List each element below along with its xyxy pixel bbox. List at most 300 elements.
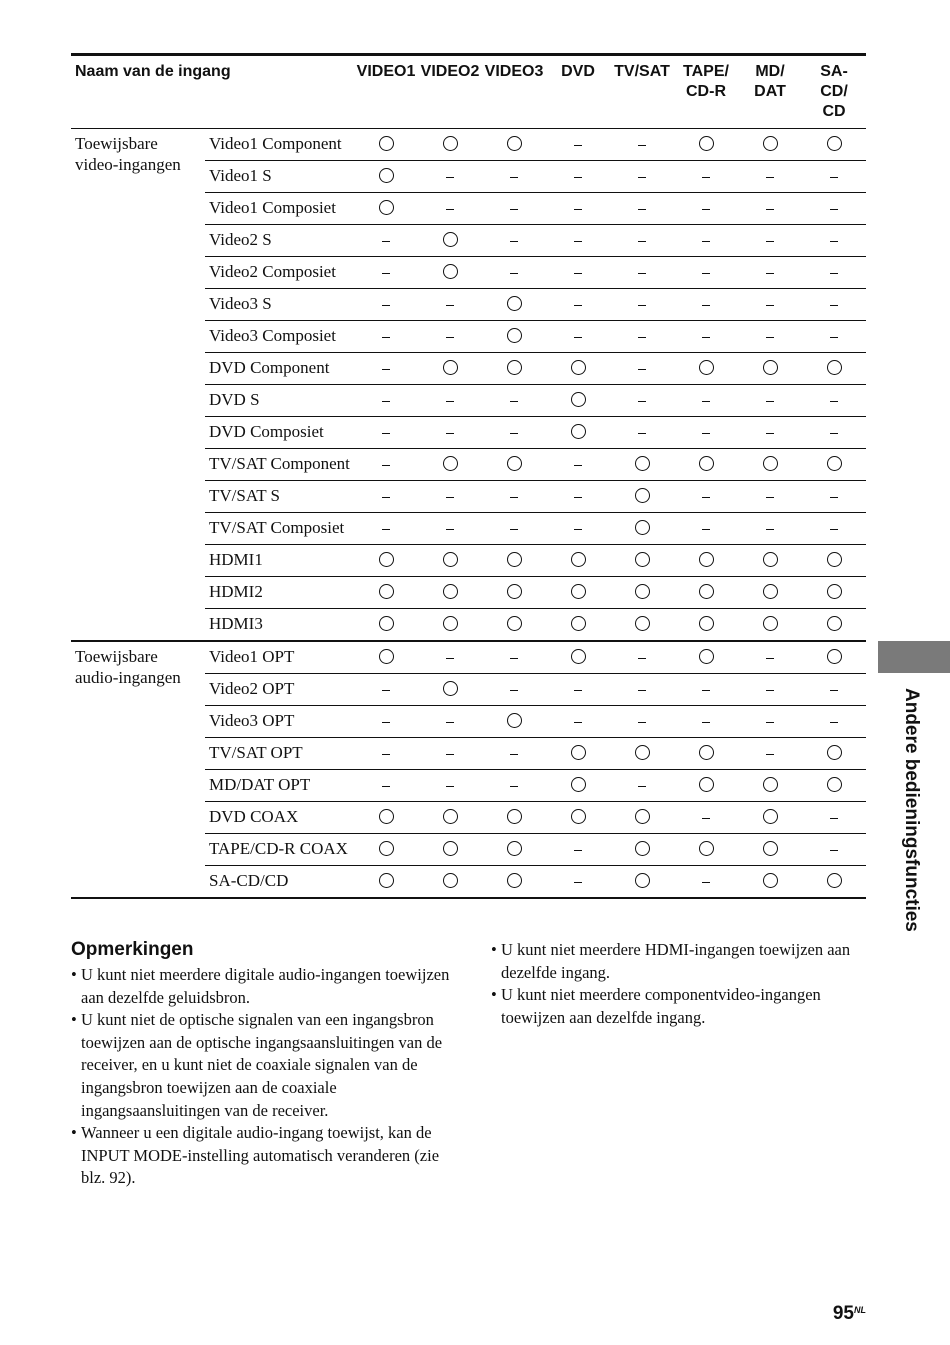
dash-mark-icon <box>830 177 838 178</box>
not-assignable-cell <box>354 289 418 321</box>
dash-mark-icon <box>382 529 390 530</box>
circle-mark-icon <box>827 616 842 631</box>
not-assignable-cell <box>610 417 674 449</box>
assignable-cell <box>802 770 866 802</box>
input-name-cell: DVD COAX <box>205 802 354 834</box>
dash-mark-icon <box>702 401 710 402</box>
notes-column-right <box>491 939 866 1029</box>
circle-mark-icon <box>443 616 458 631</box>
not-assignable-cell <box>802 834 866 866</box>
assignable-cell <box>674 641 738 674</box>
note-item: • Wanneer u een digitale audio-ingang toewijst, kan de INPUT MODE-instelling automatisch veranderen (zie blz. 92). <box>71 1122 451 1190</box>
assignable-cell <box>354 577 418 609</box>
dash-mark-icon <box>382 369 390 370</box>
not-assignable-cell <box>482 641 546 674</box>
assignable-cell <box>610 481 674 513</box>
assignable-cell <box>738 866 802 899</box>
circle-mark-icon <box>635 456 650 471</box>
not-assignable-cell <box>738 257 802 289</box>
not-assignable-cell <box>610 353 674 385</box>
dash-mark-icon <box>830 818 838 819</box>
circle-mark-icon <box>507 873 522 888</box>
circle-mark-icon <box>507 809 522 824</box>
not-assignable-cell <box>418 417 482 449</box>
assignable-cell <box>354 866 418 899</box>
not-assignable-cell <box>354 738 418 770</box>
assignable-cell <box>802 449 866 481</box>
input-name-cell: Video3 OPT <box>205 706 354 738</box>
input-name-cell: SA-CD/CD <box>205 866 354 899</box>
assignable-cell <box>802 641 866 674</box>
dash-mark-icon <box>766 273 774 274</box>
dash-mark-icon <box>766 241 774 242</box>
circle-mark-icon <box>635 488 650 503</box>
assignable-cell <box>354 802 418 834</box>
dash-mark-icon <box>702 177 710 178</box>
input-name-cell: Video3 S <box>205 289 354 321</box>
circle-mark-icon <box>571 809 586 824</box>
assignable-cell <box>738 770 802 802</box>
input-name-cell: Video2 S <box>205 225 354 257</box>
circle-mark-icon <box>571 584 586 599</box>
dash-mark-icon <box>766 177 774 178</box>
dash-mark-icon <box>382 337 390 338</box>
not-assignable-cell <box>546 289 610 321</box>
assignable-cell <box>418 577 482 609</box>
dash-mark-icon <box>702 337 710 338</box>
assignable-cell <box>418 449 482 481</box>
not-assignable-cell <box>738 706 802 738</box>
dash-mark-icon <box>638 786 646 787</box>
circle-mark-icon <box>763 136 778 151</box>
page-number-suffix: NL <box>854 1305 866 1315</box>
circle-mark-icon <box>699 745 714 760</box>
input-name-cell: TV/SAT OPT <box>205 738 354 770</box>
not-assignable-cell <box>610 385 674 417</box>
assignable-cell <box>546 802 610 834</box>
not-assignable-cell <box>354 353 418 385</box>
assignable-cell <box>610 738 674 770</box>
assignable-cell <box>802 609 866 642</box>
not-assignable-cell <box>546 225 610 257</box>
dash-mark-icon <box>574 209 582 210</box>
assignable-cell <box>482 321 546 353</box>
table-header-row <box>71 58 866 129</box>
dash-mark-icon <box>382 401 390 402</box>
input-name-cell: DVD Composiet <box>205 417 354 449</box>
dash-mark-icon <box>638 209 646 210</box>
dash-mark-icon <box>830 209 838 210</box>
not-assignable-cell <box>738 193 802 225</box>
circle-mark-icon <box>443 456 458 471</box>
dash-mark-icon <box>638 177 646 178</box>
assignable-cell <box>738 449 802 481</box>
assignable-cell <box>546 545 610 577</box>
circle-mark-icon <box>507 360 522 375</box>
not-assignable-cell <box>674 417 738 449</box>
not-assignable-cell <box>546 129 610 161</box>
dash-mark-icon <box>574 690 582 691</box>
circle-mark-icon <box>507 552 522 567</box>
assignable-cell <box>418 609 482 642</box>
not-assignable-cell <box>610 770 674 802</box>
assignable-cell <box>802 738 866 770</box>
not-assignable-cell <box>738 385 802 417</box>
not-assignable-cell <box>482 481 546 513</box>
circle-mark-icon <box>827 873 842 888</box>
not-assignable-cell <box>482 770 546 802</box>
dash-mark-icon <box>382 241 390 242</box>
input-name-cell: TV/SAT Composiet <box>205 513 354 545</box>
circle-mark-icon <box>443 360 458 375</box>
assignable-cell <box>610 545 674 577</box>
not-assignable-cell <box>738 417 802 449</box>
not-assignable-cell <box>482 738 546 770</box>
assignable-cell <box>354 545 418 577</box>
not-assignable-cell <box>802 674 866 706</box>
not-assignable-cell <box>482 385 546 417</box>
dash-mark-icon <box>638 722 646 723</box>
dash-mark-icon <box>766 658 774 659</box>
not-assignable-cell <box>610 321 674 353</box>
dash-mark-icon <box>446 401 454 402</box>
assignable-cell <box>482 706 546 738</box>
dash-mark-icon <box>830 401 838 402</box>
dash-mark-icon <box>382 305 390 306</box>
not-assignable-cell <box>546 674 610 706</box>
dash-mark-icon <box>510 690 518 691</box>
dash-mark-icon <box>702 690 710 691</box>
dash-mark-icon <box>382 690 390 691</box>
circle-mark-icon <box>827 649 842 664</box>
not-assignable-cell <box>482 193 546 225</box>
not-assignable-cell <box>802 385 866 417</box>
circle-mark-icon <box>827 745 842 760</box>
dash-mark-icon <box>510 658 518 659</box>
not-assignable-cell <box>738 481 802 513</box>
assignable-cell <box>546 577 610 609</box>
dash-mark-icon <box>830 722 838 723</box>
not-assignable-cell <box>802 417 866 449</box>
not-assignable-cell <box>354 417 418 449</box>
assignable-cell <box>674 770 738 802</box>
circle-mark-icon <box>763 616 778 631</box>
not-assignable-cell <box>418 289 482 321</box>
dash-mark-icon <box>638 273 646 274</box>
assignable-cell <box>610 577 674 609</box>
note-item: • U kunt niet meerdere componentvideo-ingangen toewijzen aan dezelfde ingang. <box>491 984 866 1029</box>
not-assignable-cell <box>802 321 866 353</box>
not-assignable-cell <box>482 161 546 193</box>
not-assignable-cell <box>418 706 482 738</box>
not-assignable-cell <box>546 513 610 545</box>
assignable-cell <box>482 866 546 899</box>
dash-mark-icon <box>574 337 582 338</box>
not-assignable-cell <box>546 449 610 481</box>
dash-mark-icon <box>574 305 582 306</box>
dash-mark-icon <box>766 497 774 498</box>
assignable-cell <box>674 834 738 866</box>
dash-mark-icon <box>702 497 710 498</box>
assignable-cell <box>610 866 674 899</box>
dash-mark-icon <box>702 209 710 210</box>
assignable-cell <box>546 385 610 417</box>
dash-mark-icon <box>446 433 454 434</box>
circle-mark-icon <box>571 649 586 664</box>
not-assignable-cell <box>610 289 674 321</box>
dash-mark-icon <box>382 722 390 723</box>
not-assignable-cell <box>354 257 418 289</box>
circle-mark-icon <box>763 777 778 792</box>
circle-mark-icon <box>827 552 842 567</box>
not-assignable-cell <box>738 321 802 353</box>
circle-mark-icon <box>571 616 586 631</box>
assignable-cell <box>418 545 482 577</box>
input-name-cell: DVD S <box>205 385 354 417</box>
not-assignable-cell <box>482 257 546 289</box>
circle-mark-icon <box>763 841 778 856</box>
not-assignable-cell <box>674 289 738 321</box>
not-assignable-cell <box>738 225 802 257</box>
dash-mark-icon <box>510 273 518 274</box>
not-assignable-cell <box>610 129 674 161</box>
input-name-cell: TAPE/CD-R COAX <box>205 834 354 866</box>
assignable-cell <box>354 641 418 674</box>
table-body <box>71 129 866 899</box>
not-assignable-cell <box>802 193 866 225</box>
circle-mark-icon <box>379 809 394 824</box>
assignable-cell <box>610 802 674 834</box>
assignable-cell <box>354 161 418 193</box>
group-label: Toewijsbare video-ingangen <box>71 129 205 642</box>
dash-mark-icon <box>574 465 582 466</box>
circle-mark-icon <box>635 841 650 856</box>
dash-mark-icon <box>510 497 518 498</box>
circle-mark-icon <box>827 777 842 792</box>
not-assignable-cell <box>482 417 546 449</box>
dash-mark-icon <box>574 497 582 498</box>
circle-mark-icon <box>827 136 842 151</box>
assignable-cell <box>802 866 866 899</box>
dash-mark-icon <box>382 465 390 466</box>
circle-mark-icon <box>763 456 778 471</box>
not-assignable-cell <box>738 738 802 770</box>
not-assignable-cell <box>546 321 610 353</box>
dash-mark-icon <box>510 754 518 755</box>
not-assignable-cell <box>674 674 738 706</box>
dash-mark-icon <box>830 529 838 530</box>
circle-mark-icon <box>443 232 458 247</box>
assignable-cell <box>354 834 418 866</box>
circle-mark-icon <box>443 584 458 599</box>
circle-mark-icon <box>379 552 394 567</box>
circle-mark-icon <box>379 168 394 183</box>
dash-mark-icon <box>446 722 454 723</box>
assignable-cell <box>674 353 738 385</box>
assignable-cell <box>482 834 546 866</box>
dash-mark-icon <box>766 209 774 210</box>
dash-mark-icon <box>638 433 646 434</box>
header-tape-cdr: TAPE/ CD-R <box>674 58 738 129</box>
not-assignable-cell <box>354 225 418 257</box>
dash-mark-icon <box>638 145 646 146</box>
circle-mark-icon <box>507 584 522 599</box>
assignable-cell <box>674 609 738 642</box>
dash-mark-icon <box>510 529 518 530</box>
table-row <box>71 641 866 674</box>
dash-mark-icon <box>702 882 710 883</box>
header-sacd-cd: SA-CD/ CD <box>802 58 866 129</box>
circle-mark-icon <box>443 136 458 151</box>
assignable-cell <box>482 353 546 385</box>
dash-mark-icon <box>702 241 710 242</box>
page-number-value: 95 <box>832 1303 854 1324</box>
circle-mark-icon <box>443 552 458 567</box>
not-assignable-cell <box>418 481 482 513</box>
circle-mark-icon <box>443 681 458 696</box>
assignable-cell <box>482 545 546 577</box>
dash-mark-icon <box>446 786 454 787</box>
header-video1: VIDEO1 <box>354 58 418 129</box>
assignable-cell <box>610 834 674 866</box>
not-assignable-cell <box>610 193 674 225</box>
dash-mark-icon <box>766 401 774 402</box>
dash-mark-icon <box>766 529 774 530</box>
circle-mark-icon <box>635 809 650 824</box>
assignable-cell <box>674 738 738 770</box>
circle-mark-icon <box>379 841 394 856</box>
dash-mark-icon <box>638 337 646 338</box>
not-assignable-cell <box>418 641 482 674</box>
not-assignable-cell <box>802 706 866 738</box>
assignable-cell <box>354 193 418 225</box>
not-assignable-cell <box>674 257 738 289</box>
circle-mark-icon <box>507 136 522 151</box>
assignable-cell <box>418 225 482 257</box>
note-item: • U kunt niet meerdere HDMI-ingangen toewijzen aan dezelfde ingang. <box>491 939 866 984</box>
not-assignable-cell <box>354 513 418 545</box>
circle-mark-icon <box>379 873 394 888</box>
circle-mark-icon <box>635 745 650 760</box>
input-name-cell: Video1 OPT <box>205 641 354 674</box>
circle-mark-icon <box>635 520 650 535</box>
not-assignable-cell <box>610 641 674 674</box>
not-assignable-cell <box>610 257 674 289</box>
assignable-cell <box>738 577 802 609</box>
circle-mark-icon <box>379 136 394 151</box>
not-assignable-cell <box>674 706 738 738</box>
assignable-cell <box>546 417 610 449</box>
header-dvd: DVD <box>546 58 610 129</box>
circle-mark-icon <box>507 296 522 311</box>
circle-mark-icon <box>763 873 778 888</box>
assignable-cell <box>482 449 546 481</box>
dash-mark-icon <box>830 497 838 498</box>
not-assignable-cell <box>674 193 738 225</box>
dash-mark-icon <box>382 273 390 274</box>
dash-mark-icon <box>382 497 390 498</box>
circle-mark-icon <box>699 649 714 664</box>
circle-mark-icon <box>571 552 586 567</box>
input-name-cell: HDMI2 <box>205 577 354 609</box>
not-assignable-cell <box>418 738 482 770</box>
dash-mark-icon <box>638 305 646 306</box>
not-assignable-cell <box>674 866 738 899</box>
assignable-cell <box>674 449 738 481</box>
circle-mark-icon <box>635 873 650 888</box>
group-label: Toewijsbare audio-ingangen <box>71 641 205 898</box>
dash-mark-icon <box>510 786 518 787</box>
dash-mark-icon <box>510 401 518 402</box>
circle-mark-icon <box>443 873 458 888</box>
assignable-cell <box>674 577 738 609</box>
assignable-cell <box>418 802 482 834</box>
input-name-cell: MD/DAT OPT <box>205 770 354 802</box>
dash-mark-icon <box>830 273 838 274</box>
circle-mark-icon <box>571 777 586 792</box>
not-assignable-cell <box>546 193 610 225</box>
not-assignable-cell <box>674 321 738 353</box>
dash-mark-icon <box>574 722 582 723</box>
circle-mark-icon <box>699 456 714 471</box>
not-assignable-cell <box>674 481 738 513</box>
not-assignable-cell <box>546 161 610 193</box>
assignable-cell <box>546 738 610 770</box>
assignable-cell <box>482 609 546 642</box>
assignable-cell <box>738 834 802 866</box>
dash-mark-icon <box>382 754 390 755</box>
not-assignable-cell <box>738 289 802 321</box>
dash-mark-icon <box>702 529 710 530</box>
not-assignable-cell <box>418 385 482 417</box>
circle-mark-icon <box>763 552 778 567</box>
assignable-cell <box>418 834 482 866</box>
dash-mark-icon <box>446 337 454 338</box>
input-assignment-table <box>71 58 866 899</box>
not-assignable-cell <box>354 385 418 417</box>
dash-mark-icon <box>574 145 582 146</box>
not-assignable-cell <box>738 161 802 193</box>
not-assignable-cell <box>802 802 866 834</box>
dash-mark-icon <box>638 369 646 370</box>
input-name-cell: HDMI1 <box>205 545 354 577</box>
note-item: • U kunt niet de optische signalen van een ingangsbron toewijzen aan de optische ingangsaansluitingen van de receiver, en u kunt niet de coaxiale signalen van de ingangsbron toewijzen aan de coaxiale ingangsaansluitingen van de receiver. <box>71 1009 451 1122</box>
header-video2: VIDEO2 <box>418 58 482 129</box>
assignable-cell <box>418 866 482 899</box>
not-assignable-cell <box>802 481 866 513</box>
not-assignable-cell <box>738 674 802 706</box>
dash-mark-icon <box>766 337 774 338</box>
circle-mark-icon <box>507 841 522 856</box>
dash-mark-icon <box>446 177 454 178</box>
not-assignable-cell <box>546 257 610 289</box>
dash-mark-icon <box>766 690 774 691</box>
dash-mark-icon <box>574 850 582 851</box>
assignable-cell <box>418 353 482 385</box>
input-name-cell: Video2 OPT <box>205 674 354 706</box>
circle-mark-icon <box>699 584 714 599</box>
notes-column-left <box>71 964 451 1190</box>
circle-mark-icon <box>699 136 714 151</box>
note-item: • U kunt niet meerdere digitale audio-ingangen toewijzen aan dezelfde geluidsbron. <box>71 964 451 1009</box>
dash-mark-icon <box>702 818 710 819</box>
dash-mark-icon <box>638 241 646 242</box>
not-assignable-cell <box>418 161 482 193</box>
assignable-cell <box>418 674 482 706</box>
dash-mark-icon <box>638 658 646 659</box>
not-assignable-cell <box>610 161 674 193</box>
assignable-cell <box>674 129 738 161</box>
